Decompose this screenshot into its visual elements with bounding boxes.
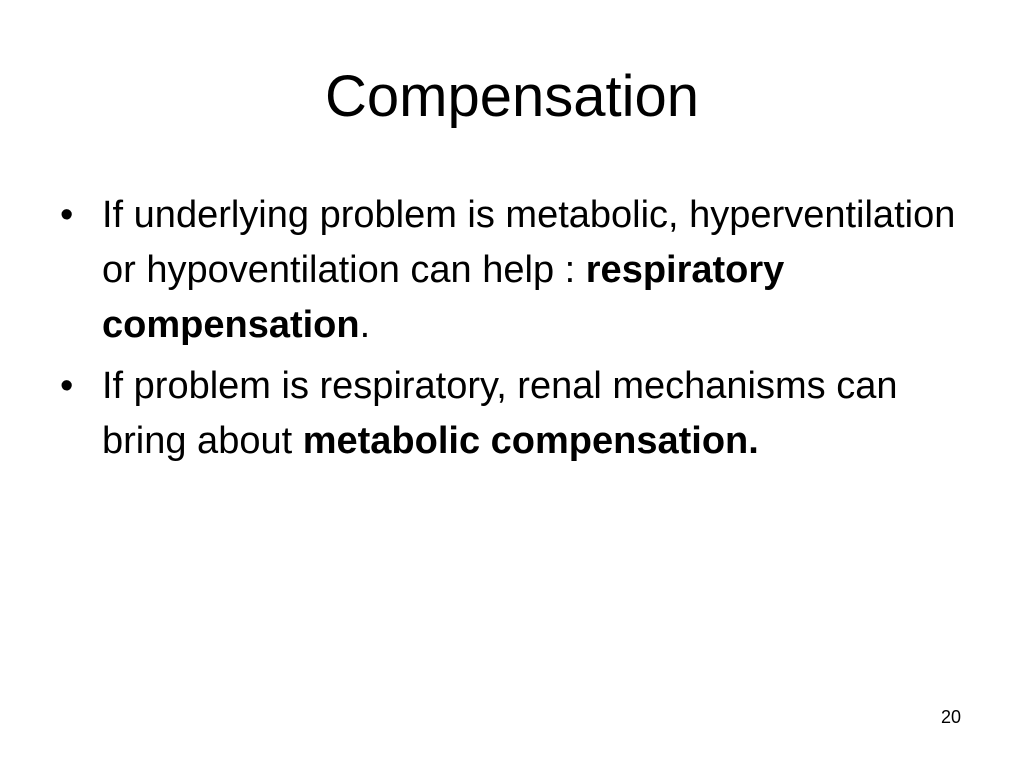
page-number: 20 [940,707,961,727]
bullet-list [58,188,958,475]
bullet-bold-text: respiratory compensation [102,249,785,346]
slide-title: Compensation [325,64,699,129]
bullet-text: If underlying problem is metabolic, hyperventilation or hypoventilation can help : [102,194,956,291]
bullet-point-icon: • [60,365,74,407]
bullet-point-icon: • [60,194,74,236]
bullet-trailing-text: . [359,304,371,346]
bullet-item [58,188,958,353]
bullet-text: If problem is respiratory, renal mechanisms can bring about [102,365,898,462]
bullet-item [58,359,958,469]
bullet-bold-text: metabolic compensation. [302,420,759,462]
